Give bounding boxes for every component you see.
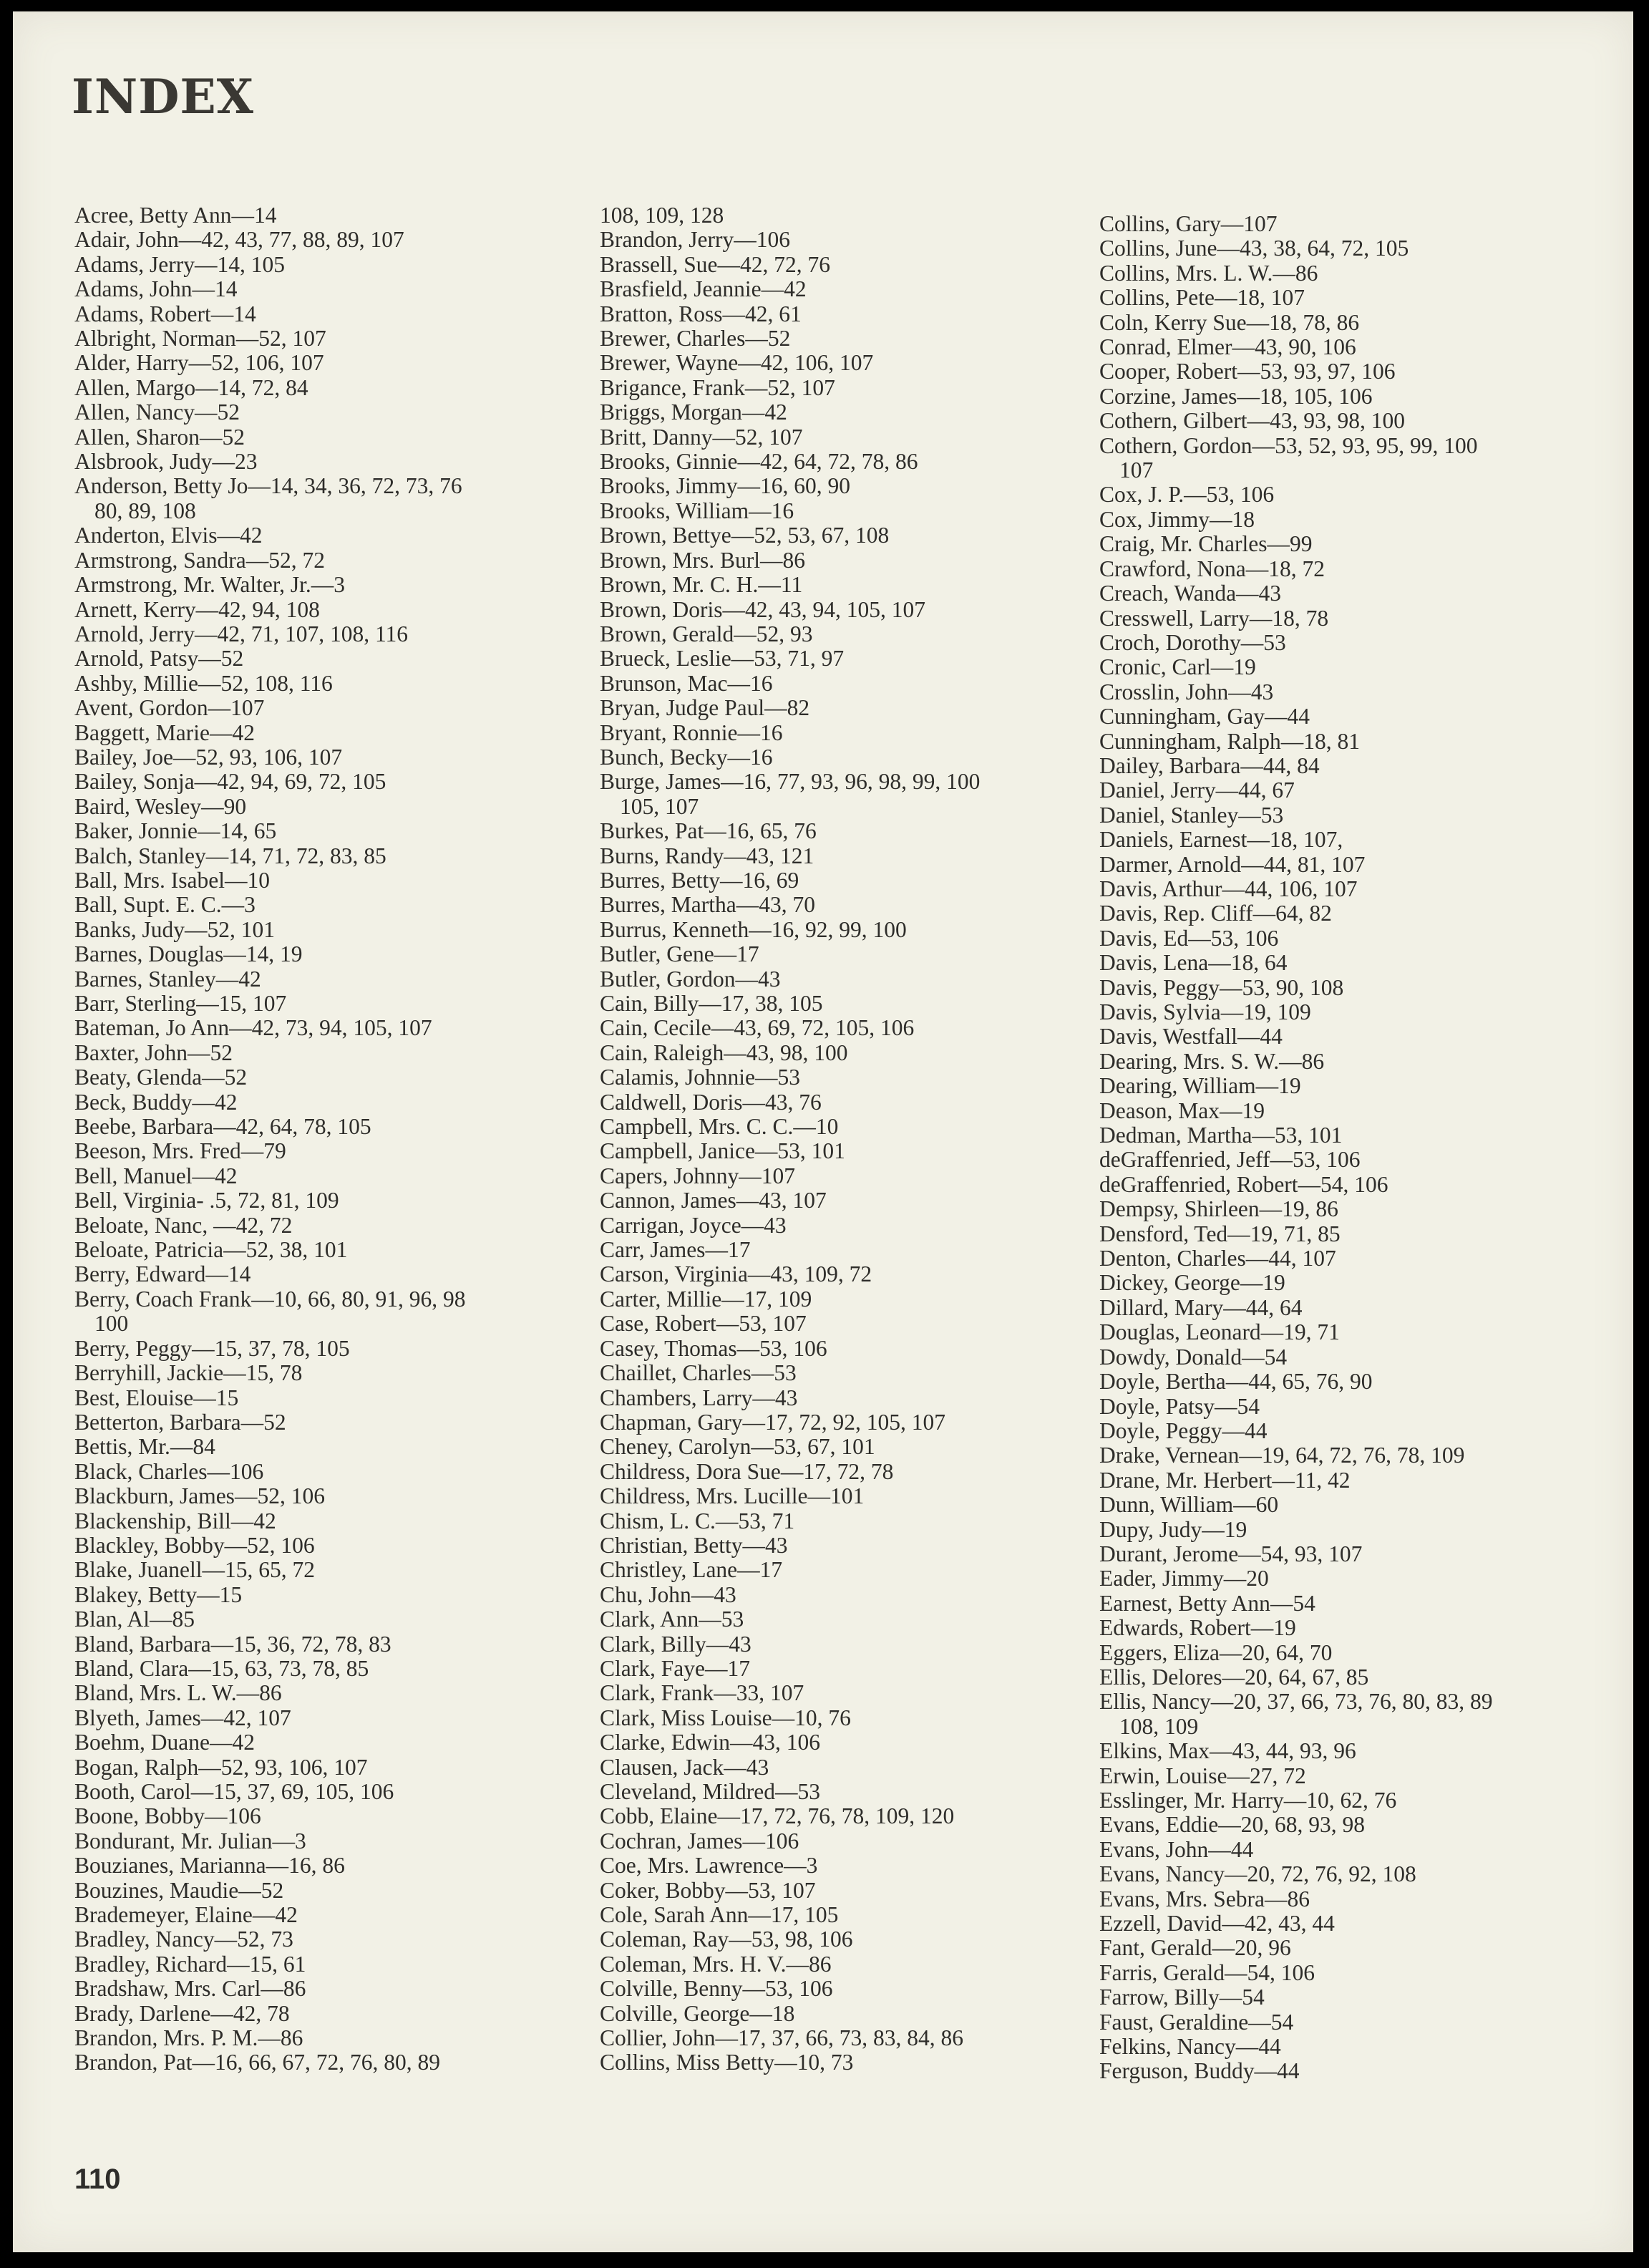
- index-entry: Collier, John—17, 37, 66, 73, 83, 84, 86: [600, 2025, 963, 2051]
- index-entry: Cobb, Elaine—17, 72, 76, 78, 109, 120: [600, 1803, 955, 1829]
- index-entry: Cunningham, Gay—44: [1099, 704, 1310, 730]
- index-entry: Beebe, Barbara—42, 64, 78, 105: [74, 1114, 371, 1140]
- index-entry: Berryhill, Jackie—15, 78: [74, 1360, 303, 1386]
- index-entry: Beloate, Patricia—52, 38, 101: [74, 1237, 348, 1263]
- index-entry: Cain, Raleigh—43, 98, 100: [600, 1040, 848, 1065]
- index-entry: Evans, Eddie—20, 68, 93, 98: [1099, 1812, 1365, 1838]
- index-entry: Christley, Lane—17: [600, 1557, 783, 1583]
- index-entry: Dowdy, Donald—54: [1099, 1344, 1288, 1370]
- page-number: 110: [74, 2163, 121, 2195]
- index-entry: Blake, Juanell—15, 65, 72: [74, 1557, 315, 1583]
- index-entry: Beaty, Glenda—52: [74, 1065, 248, 1090]
- index-entry: Clark, Miss Louise—10, 76: [600, 1705, 851, 1730]
- index-entry: Earnest, Betty Ann—54: [1099, 1590, 1315, 1616]
- index-entry: Brown, Doris—42, 43, 94, 105, 107: [600, 596, 925, 622]
- index-entry: deGraffenried, Jeff—53, 106: [1099, 1147, 1361, 1173]
- index-entry: Davis, Rep. Cliff—64, 82: [1099, 901, 1332, 926]
- index-entry: Colville, Benny—53, 106: [600, 1976, 833, 2002]
- index-entry: Davis, Lena—18, 64: [1099, 950, 1288, 976]
- index-entry-continuation: 108, 109: [1119, 1713, 1199, 1739]
- index-entry: Brandon, Mrs. P. M.—86: [74, 2025, 303, 2051]
- index-entry: Coleman, Mrs. H. V.—86: [600, 1951, 832, 1977]
- index-entry: Butler, Gordon—43: [600, 966, 781, 992]
- index-entry: Cain, Billy—17, 38, 105: [600, 991, 823, 1016]
- index-entry: Avent, Gordon—107: [74, 695, 265, 721]
- index-entry: Burkes, Pat—16, 65, 76: [600, 818, 817, 844]
- index-entry: Esslinger, Mr. Harry—10, 62, 76: [1099, 1788, 1397, 1813]
- index-entry: Beloate, Nanc, —42, 72: [74, 1212, 293, 1238]
- index-entry: Bradley, Nancy—52, 73: [74, 1927, 293, 1952]
- index-entry: Black, Charles—106: [74, 1458, 264, 1484]
- index-entry: Dearing, Mrs. S. W.—86: [1099, 1048, 1325, 1074]
- index-entry: Baxter, John—52: [74, 1040, 233, 1065]
- index-entry-text: Berry, Coach Frank—10, 66, 80, 91, 96, 98: [74, 1286, 466, 1312]
- index-entry: Banks, Judy—52, 101: [74, 916, 276, 942]
- index-entry: Britt, Danny—52, 107: [600, 424, 803, 450]
- index-entry: Blackley, Bobby—52, 106: [74, 1532, 315, 1558]
- index-entry: Baker, Jonnie—14, 65: [74, 818, 277, 844]
- index-entry-text: Cothern, Gordon—53, 52, 93, 95, 99, 100: [1099, 432, 1478, 458]
- index-entry: [74, 1287, 575, 1337]
- index-entry: Carr, James—17: [600, 1237, 751, 1263]
- index-entry: Case, Robert—53, 107: [600, 1311, 807, 1337]
- index-entry-continuation: 100: [94, 1311, 129, 1337]
- index-entry: Cronic, Carl—19: [1099, 654, 1256, 680]
- index-entry: Best, Elouise—15: [74, 1385, 239, 1410]
- index-entry: Cresswell, Larry—18, 78: [1099, 605, 1329, 631]
- index-entry: Eader, Jimmy—20: [1099, 1566, 1269, 1591]
- index-entry: Campbell, Mrs. C. C.—10: [600, 1114, 839, 1140]
- index-entry: Farris, Gerald—54, 106: [1099, 1959, 1315, 1985]
- index-entry: [74, 474, 575, 523]
- index-entry: Brigance, Frank—52, 107: [600, 374, 835, 400]
- index-entry: Brandon, Pat—16, 66, 67, 72, 76, 80, 89: [74, 2050, 440, 2075]
- index-entry: Elkins, Max—43, 44, 93, 96: [1099, 1738, 1356, 1764]
- index-entry: Betterton, Barbara—52: [74, 1409, 286, 1435]
- index-entry: Daniels, Earnest—18, 107,: [1099, 827, 1343, 853]
- index-entry: Allen, Sharon—52: [74, 424, 245, 450]
- index-entry: Coe, Mrs. Lawrence—3: [600, 1853, 818, 1879]
- index-entry: Capers, Johnny—107: [600, 1163, 795, 1188]
- index-entry: Clark, Ann—53: [600, 1606, 744, 1632]
- index-entry: Drake, Vernean—19, 64, 72, 76, 78, 109: [1099, 1443, 1465, 1468]
- index-entry: Eggers, Eliza—20, 64, 70: [1099, 1639, 1333, 1665]
- index-column-1: [74, 203, 575, 2075]
- index-entry: Adams, John—14: [74, 276, 238, 302]
- index-entry: Dillard, Mary—44, 64: [1099, 1294, 1303, 1320]
- index-entry: 108, 109, 128: [600, 203, 724, 228]
- index-entry: [1099, 1690, 1582, 1739]
- index-entry: Dupy, Judy—19: [1099, 1516, 1247, 1542]
- index-entry: Berry, Peggy—15, 37, 78, 105: [74, 1335, 350, 1361]
- index-entry: Brueck, Leslie—53, 71, 97: [600, 646, 845, 672]
- index-entry: Barnes, Douglas—14, 19: [74, 941, 303, 967]
- index-entry: Bell, Manuel—42: [74, 1163, 238, 1188]
- index-entry: Blakey, Betty—15: [74, 1581, 243, 1607]
- index-entry: Christian, Betty—43: [600, 1532, 788, 1558]
- index-entry: deGraffenried, Robert—54, 106: [1099, 1171, 1388, 1197]
- index-entry: Daniel, Jerry—44, 67: [1099, 777, 1295, 803]
- index-entry: Bunch, Becky—16: [600, 744, 773, 770]
- index-entry: Allen, Margo—14, 72, 84: [74, 374, 308, 400]
- index-entry: Creach, Wanda—43: [1099, 581, 1282, 606]
- index-entry: Adams, Robert—14: [74, 301, 256, 326]
- index-entry: Beeson, Mrs. Fred—79: [74, 1138, 286, 1164]
- index-entry: Bratton, Ross—42, 61: [600, 301, 802, 326]
- index-entry: Collins, Pete—18, 107: [1099, 285, 1305, 311]
- index-entry-continuation: 105, 107: [620, 793, 699, 819]
- index-entry: Erwin, Louise—27, 72: [1099, 1763, 1306, 1788]
- index-entry: Bondurant, Mr. Julian—3: [74, 1828, 306, 1853]
- index-entry: Clark, Frank—33, 107: [600, 1680, 804, 1706]
- index-entry: Dailey, Barbara—44, 84: [1099, 752, 1320, 778]
- index-entry-continuation: 80, 89, 108: [94, 498, 196, 523]
- index-entry: Cole, Sarah Ann—17, 105: [600, 1902, 839, 1928]
- index-entry: Brooks, William—16: [600, 498, 794, 523]
- index-entry: Armstrong, Sandra—52, 72: [74, 547, 325, 573]
- index-entry: Edwards, Robert—19: [1099, 1615, 1296, 1641]
- index-entry: Clarke, Edwin—43, 106: [600, 1730, 820, 1755]
- index-entry: Bailey, Sonja—42, 94, 69, 72, 105: [74, 769, 386, 795]
- index-entry: Bradley, Richard—15, 61: [74, 1951, 306, 1977]
- index-entry: Faust, Geraldine—54: [1099, 2009, 1294, 2035]
- index-entry: Carrigan, Joyce—43: [600, 1212, 787, 1238]
- index-entry: Booth, Carol—15, 37, 69, 105, 106: [74, 1779, 394, 1804]
- index-entry: Denton, Charles—44, 107: [1099, 1246, 1336, 1271]
- index-entry: Clark, Billy—43: [600, 1631, 751, 1657]
- index-entry: Anderton, Elvis—42: [74, 523, 263, 548]
- index-entry: Boone, Bobby—106: [74, 1803, 261, 1829]
- index-entry: Deason, Max—19: [1099, 1097, 1265, 1123]
- index-entry: Bland, Barbara—15, 36, 72, 78, 83: [74, 1631, 391, 1657]
- index-column-3: [1099, 212, 1582, 2084]
- index-entry: Baird, Wesley—90: [74, 793, 247, 819]
- index-entry: Cunningham, Ralph—18, 81: [1099, 728, 1360, 754]
- index-entry: Beck, Buddy—42: [74, 1089, 238, 1115]
- index-entry: Bouzianes, Marianna—16, 86: [74, 1853, 345, 1879]
- index-entry: Briggs, Morgan—42: [600, 399, 787, 425]
- index-entry: Doyle, Patsy—54: [1099, 1393, 1260, 1419]
- index-entry: Davis, Sylvia—19, 109: [1099, 999, 1311, 1024]
- index-entry: Coker, Bobby—53, 107: [600, 1877, 816, 1903]
- index-entry: Clark, Faye—17: [600, 1655, 750, 1681]
- index-entry: Bryant, Ronnie—16: [600, 719, 783, 745]
- index-entry: Fant, Gerald—20, 96: [1099, 1935, 1291, 1961]
- index-entry: Evans, Mrs. Sebra—86: [1099, 1886, 1310, 1911]
- index-entry: Casey, Thomas—53, 106: [600, 1335, 827, 1361]
- index-entry: Boehm, Duane—42: [74, 1730, 255, 1755]
- index-entry: Densford, Ted—19, 71, 85: [1099, 1221, 1341, 1246]
- index-entry: Colville, George—18: [600, 2000, 795, 2026]
- index-entry: Ellis, Delores—20, 64, 67, 85: [1099, 1664, 1369, 1690]
- index-entry: Craig, Mr. Charles—99: [1099, 531, 1313, 557]
- index-entry: Calamis, Johnnie—53: [600, 1065, 800, 1090]
- index-entry: Davis, Westfall—44: [1099, 1024, 1283, 1050]
- index-entry: Brooks, Jimmy—16, 60, 90: [600, 473, 851, 499]
- index-entry: Drane, Mr. Herbert—11, 42: [1099, 1467, 1351, 1493]
- index-entry: Coln, Kerry Sue—18, 78, 86: [1099, 309, 1360, 335]
- index-entry: Chaillet, Charles—53: [600, 1360, 797, 1386]
- index-entry-text: Anderson, Betty Jo—14, 34, 36, 72, 73, 76: [74, 473, 462, 499]
- index-entry: Adair, John—42, 43, 77, 88, 89, 107: [74, 227, 404, 253]
- index-entry: Childress, Mrs. Lucille—101: [600, 1483, 865, 1509]
- index-entry: Brademeyer, Elaine—42: [74, 1902, 298, 1928]
- index-entry: Clausen, Jack—43: [600, 1754, 769, 1780]
- index-entry: Arnold, Jerry—42, 71, 107, 108, 116: [74, 621, 409, 646]
- index-entry: Brewer, Charles—52: [600, 326, 791, 352]
- index-entry: Cothern, Gilbert—43, 93, 98, 100: [1099, 408, 1405, 434]
- index-entry: Arnold, Patsy—52: [74, 646, 244, 672]
- index-entry: Chu, John—43: [600, 1581, 736, 1607]
- index-entry: Brunson, Mac—16: [600, 670, 773, 696]
- page-title: INDEX: [72, 69, 254, 125]
- index-entry: Caldwell, Doris—43, 76: [600, 1089, 822, 1115]
- index-entry: Campbell, Janice—53, 101: [600, 1138, 845, 1164]
- index-entry: Alsbrook, Judy—23: [74, 449, 258, 475]
- index-entry: Bell, Virginia- .5, 72, 81, 109: [74, 1188, 339, 1213]
- index-entry: Douglas, Leonard—19, 71: [1099, 1319, 1340, 1345]
- index-entry: Acree, Betty Ann—14: [74, 203, 277, 228]
- index-entry: Brassell, Sue—42, 72, 76: [600, 251, 830, 277]
- index-entry: Blackenship, Bill—42: [74, 1508, 276, 1533]
- index-entry: Cochran, James—106: [600, 1828, 799, 1853]
- index-entry: Brady, Darlene—42, 78: [74, 2000, 290, 2026]
- index-column-2: [600, 203, 1101, 2075]
- index-entry: Burres, Martha—43, 70: [600, 892, 815, 918]
- index-entry: Collins, June—43, 38, 64, 72, 105: [1099, 236, 1409, 261]
- index-entry: Barnes, Stanley—42: [74, 966, 261, 992]
- index-entry: Armstrong, Mr. Walter, Jr.—3: [74, 572, 345, 598]
- index-entry: Crawford, Nona—18, 72: [1099, 556, 1325, 581]
- index-entry: Brown, Gerald—52, 93: [600, 621, 813, 646]
- index-entry: Cox, Jimmy—18: [1099, 506, 1255, 532]
- index-entry: Burres, Betty—16, 69: [600, 867, 799, 893]
- index-entry: Ball, Mrs. Isabel—10: [74, 867, 270, 893]
- index-entry: Bryan, Judge Paul—82: [600, 695, 810, 721]
- index-entry: Collins, Gary—107: [1099, 211, 1278, 236]
- index-entry: Chapman, Gary—17, 72, 92, 105, 107: [600, 1409, 945, 1435]
- index-entry: Crosslin, John—43: [1099, 679, 1274, 704]
- index-entry: Albright, Norman—52, 107: [74, 326, 326, 352]
- index-entry: Darmer, Arnold—44, 81, 107: [1099, 851, 1366, 877]
- index-entry: Blackburn, James—52, 106: [74, 1483, 325, 1509]
- index-entry: Burrus, Kenneth—16, 92, 99, 100: [600, 916, 907, 942]
- index-entry: Davis, Arthur—44, 106, 107: [1099, 876, 1358, 901]
- index-entry: Bailey, Joe—52, 93, 106, 107: [74, 744, 343, 770]
- index-entry: Doyle, Bertha—44, 65, 76, 90: [1099, 1369, 1373, 1395]
- index-entry: Butler, Gene—17: [600, 941, 759, 967]
- index-entry: Dunn, William—60: [1099, 1492, 1279, 1518]
- index-entry: Ashby, Millie—52, 108, 116: [74, 670, 333, 696]
- index-entry: Blyeth, James—42, 107: [74, 1705, 291, 1730]
- index-entry: Blan, Al—85: [74, 1606, 195, 1632]
- index-entry: Cain, Cecile—43, 69, 72, 105, 106: [600, 1015, 915, 1041]
- index-entry: Alder, Harry—52, 106, 107: [74, 350, 324, 376]
- index-entry: Carson, Virginia—43, 109, 72: [600, 1261, 872, 1287]
- index-entry: Brandon, Jerry—106: [600, 227, 790, 253]
- index-entry-continuation: 107: [1119, 457, 1154, 483]
- index-entry: Bogan, Ralph—52, 93, 106, 107: [74, 1754, 368, 1780]
- index-entry: Carter, Millie—17, 109: [600, 1286, 812, 1312]
- index-entry: Allen, Nancy—52: [74, 399, 240, 425]
- index-entry: Durant, Jerome—54, 93, 107: [1099, 1541, 1363, 1566]
- index-entry: Cleveland, Mildred—53: [600, 1779, 820, 1804]
- index-entry: Dedman, Martha—53, 101: [1099, 1123, 1343, 1148]
- index-entry: Doyle, Peggy—44: [1099, 1418, 1268, 1443]
- index-entry: Davis, Peggy—53, 90, 108: [1099, 974, 1344, 1000]
- index-entry: Brewer, Wayne—42, 106, 107: [600, 350, 874, 376]
- index-entry: Chism, L. C.—53, 71: [600, 1508, 795, 1533]
- index-entry: Cox, J. P.—53, 106: [1099, 482, 1275, 508]
- index-entry: Evans, John—44: [1099, 1836, 1254, 1862]
- index-entry: Collins, Mrs. L. W.—86: [1099, 260, 1318, 286]
- index-entry: [600, 770, 1101, 819]
- index-entry: Arnett, Kerry—42, 94, 108: [74, 596, 320, 622]
- index-entry: Collins, Miss Betty—10, 73: [600, 2050, 854, 2075]
- index-entry: Chambers, Larry—43: [600, 1385, 798, 1410]
- index-entry: Barr, Sterling—15, 107: [74, 991, 287, 1016]
- index-entry: Evans, Nancy—20, 72, 76, 92, 108: [1099, 1861, 1416, 1887]
- index-entry: Conrad, Elmer—43, 90, 106: [1099, 334, 1356, 360]
- index-entry-text: Ellis, Nancy—20, 37, 66, 73, 76, 80, 83, 89: [1099, 1689, 1493, 1715]
- index-entry: Daniel, Stanley—53: [1099, 802, 1284, 828]
- index-entry: Berry, Edward—14: [74, 1261, 251, 1287]
- index-entry: Cannon, James—43, 107: [600, 1188, 827, 1213]
- index-entry: Brown, Mrs. Burl—86: [600, 547, 806, 573]
- index-entry: Cheney, Carolyn—53, 67, 101: [600, 1434, 875, 1460]
- index-entry: Adams, Jerry—14, 105: [74, 251, 285, 277]
- index-entry: Balch, Stanley—14, 71, 72, 83, 85: [74, 843, 386, 868]
- index-entry: Coleman, Ray—53, 98, 106: [600, 1927, 853, 1952]
- index-entry: Bettis, Mr.—84: [74, 1434, 215, 1460]
- index-entry: Brooks, Ginnie—42, 64, 72, 78, 86: [600, 449, 918, 475]
- index-entry: Bland, Mrs. L. W.—86: [74, 1680, 282, 1706]
- index-entry: Dearing, William—19: [1099, 1073, 1301, 1099]
- index-entry: Davis, Ed—53, 106: [1099, 925, 1279, 951]
- index-entry: Bouzines, Maudie—52: [74, 1877, 284, 1903]
- index-entry: Baggett, Marie—42: [74, 719, 255, 745]
- index-entry: Dempsy, Shirleen—19, 86: [1099, 1196, 1338, 1222]
- index-entry: Bradshaw, Mrs. Carl—86: [74, 1976, 306, 2002]
- index-entry: Burns, Randy—43, 121: [600, 843, 814, 868]
- index-entry: Brown, Bettye—52, 53, 67, 108: [600, 523, 890, 548]
- index-entry: Felkins, Nancy—44: [1099, 2034, 1281, 2060]
- index-entry: Brasfield, Jeannie—42: [600, 276, 807, 302]
- index-entry: Childress, Dora Sue—17, 72, 78: [600, 1458, 894, 1484]
- index-entry: Cooper, Robert—53, 93, 97, 106: [1099, 359, 1396, 384]
- index-entry: Bateman, Jo Ann—42, 73, 94, 105, 107: [74, 1015, 432, 1041]
- index-entry: Bland, Clara—15, 63, 73, 78, 85: [74, 1655, 369, 1681]
- index-entry: Farrow, Billy—54: [1099, 1984, 1265, 2010]
- index-entry: Ball, Supt. E. C.—3: [74, 892, 256, 918]
- index-entry: Ferguson, Buddy—44: [1099, 2058, 1300, 2084]
- index-entry: Brown, Mr. C. H.—11: [600, 572, 803, 598]
- index-entry: Corzine, James—18, 105, 106: [1099, 383, 1373, 409]
- index-entry: Dickey, George—19: [1099, 1270, 1285, 1296]
- index-entry: Croch, Dorothy—53: [1099, 629, 1286, 655]
- index-entry: Ezzell, David—42, 43, 44: [1099, 1911, 1335, 1937]
- index-entry: [1099, 434, 1582, 483]
- index-entry-text: Burge, James—16, 77, 93, 96, 98, 99, 100: [600, 769, 981, 795]
